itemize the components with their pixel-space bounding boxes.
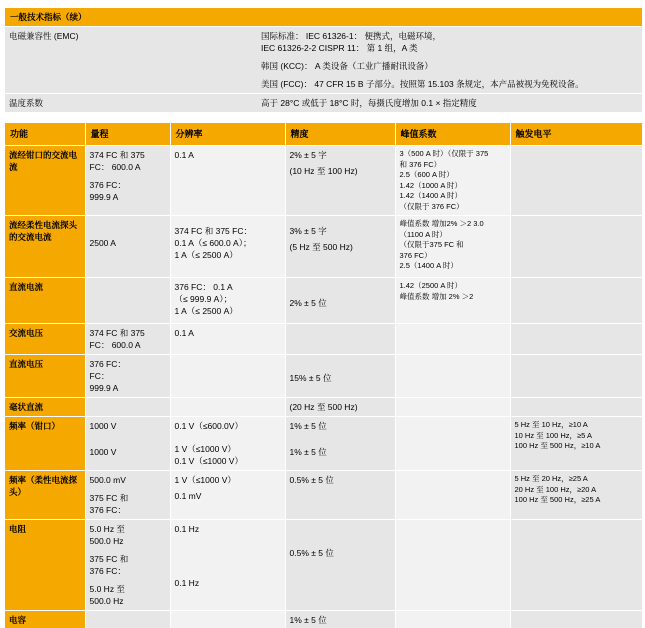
row-crest-factor	[395, 520, 510, 611]
table-row	[5, 278, 642, 324]
row-range	[85, 324, 170, 355]
row-range	[85, 417, 170, 471]
table-row	[5, 216, 642, 278]
table-row	[5, 417, 642, 471]
range-line: FC： 600.0 A	[89, 340, 141, 350]
range-line: 376 FC：	[89, 566, 126, 576]
column-header-crest-factor: 峰值系数	[395, 123, 510, 146]
accuracy-line: 15% ± 5 位	[289, 373, 332, 383]
resolution-line: 0.1 V（≤1000 V）	[174, 456, 243, 466]
trigger-line: 5 Hz 至 20 Hz，≥25 A	[514, 474, 588, 483]
spec-header-row	[5, 123, 642, 146]
row-accuracy	[285, 520, 395, 611]
crest-line: 2.5（600 A 时）	[399, 170, 454, 179]
row-resolution	[170, 146, 285, 216]
row-function-label: 交流电压	[5, 324, 85, 355]
temp-coefficient-label: 温度系数	[5, 94, 257, 113]
trigger-line: 100 Hz 至 500 Hz，≥25 A	[514, 495, 601, 504]
crest-line: （仅限于375 FC 和	[399, 240, 464, 249]
crest-line: 1.42（1400 A 时）	[399, 191, 463, 200]
range-line: 376 FC：	[89, 505, 126, 515]
row-range	[85, 611, 170, 628]
emc-line-3: 美国 (FCC)： 47 CFR 15 B 子部分。按照第 15.103 条规定，本产品被视为免税设备。	[261, 79, 584, 89]
emc-line-0: 国际标准： IEC 61326-1： 便携式，电磁环境，	[261, 31, 441, 41]
row-accuracy	[285, 278, 395, 324]
column-header-trigger-level: 触发电平	[510, 123, 642, 146]
row-crest-factor	[395, 398, 510, 417]
general-specs-title: 一般技术指标（续）	[5, 8, 642, 27]
resolution-line: 0.1 Hz	[174, 524, 200, 534]
resolution-line: 0.1 Hz	[174, 578, 200, 588]
row-function-label: 电阻	[5, 520, 85, 611]
column-header-function: 功能	[5, 123, 85, 146]
range-line: 375 FC 和	[89, 554, 129, 564]
range-line: 2500 A	[89, 238, 116, 248]
range-line: 376 FC：	[89, 359, 126, 369]
row-accuracy	[285, 324, 395, 355]
accuracy-line: 0.5% ± 5 位	[289, 548, 334, 558]
row-function-label: 流经柔性电流探头的交流电流	[5, 216, 85, 278]
trigger-line: 5 Hz 至 10 Hz，≥10 A	[514, 420, 588, 429]
resolution-line: 0.1 A（≤ 600.0 A）；	[174, 238, 252, 248]
row-trigger-level	[510, 520, 642, 611]
row-resolution	[170, 611, 285, 628]
accuracy-line: (10 Hz 至 100 Hz)	[289, 166, 358, 176]
specifications-table	[5, 123, 643, 628]
trigger-line: 100 Hz 至 500 Hz，≥10 A	[514, 441, 601, 450]
resolution-line: 1 A（≤ 2500 A）	[174, 250, 238, 260]
row-resolution	[170, 324, 285, 355]
row-resolution	[170, 216, 285, 278]
accuracy-line: 2% ± 5 字	[289, 150, 327, 160]
crest-line: （1100 A 时）	[399, 229, 447, 239]
resolution-line: 0.1 V（≤600.0V）	[174, 421, 243, 431]
trigger-line: 10 Hz 至 100 Hz，≥5 A	[514, 430, 592, 440]
row-accuracy	[285, 398, 395, 417]
row-trigger-level	[510, 611, 642, 628]
row-resolution	[170, 417, 285, 471]
table-row	[5, 324, 642, 355]
row-trigger-level	[510, 146, 642, 216]
row-crest-factor	[395, 216, 510, 278]
row-resolution	[170, 355, 285, 398]
crest-line: 3（500 A 时）（仅限于 375	[399, 149, 489, 158]
row-range	[85, 278, 170, 324]
crest-line: 376 FC）	[399, 250, 432, 260]
row-resolution	[170, 520, 285, 611]
resolution-line: 0.1 A	[174, 150, 194, 160]
row-accuracy	[285, 355, 395, 398]
accuracy-line: (20 Hz 至 500 Hz)	[289, 402, 358, 412]
row-range	[85, 520, 170, 611]
row-crest-factor	[395, 611, 510, 628]
temp-coefficient-value: 高于 28°C 或低于 18°C 时，每摄氏度增加 0.1 × 指定精度	[257, 94, 642, 113]
table-row	[5, 146, 642, 216]
range-line: 999.9 A	[89, 192, 119, 202]
range-line: 999.9 A	[89, 383, 119, 393]
table-row	[5, 355, 642, 398]
row-range	[85, 216, 170, 278]
row-resolution	[170, 471, 285, 520]
range-line: 500.0 Hz	[89, 596, 124, 606]
accuracy-line: 1% ± 5 位	[289, 447, 327, 457]
range-line: 5.0 Hz 至	[89, 584, 125, 594]
resolution-line: 1 A（≤ 2500 A）	[174, 306, 238, 316]
row-crest-factor	[395, 471, 510, 520]
row-function-label: 直流电流	[5, 278, 85, 324]
crest-line: 2.5（1400 A 时）	[399, 261, 458, 270]
emc-line-2: 韩国 (KCC)： A 类设备（工业广播耐讯设备）	[261, 61, 433, 71]
row-function-label: 直流电压	[5, 355, 85, 398]
range-line: 5.0 Hz 至	[89, 524, 125, 534]
row-trigger-level	[510, 216, 642, 278]
crest-line: （仅限于 376 FC）	[399, 201, 464, 211]
range-line: 374 FC 和 375	[89, 328, 145, 338]
row-resolution	[170, 398, 285, 417]
row-crest-factor	[395, 278, 510, 324]
row-crest-factor	[395, 146, 510, 216]
row-accuracy	[285, 471, 395, 520]
trigger-line: 20 Hz 至 100 Hz，≥20 A	[514, 484, 597, 494]
row-range	[85, 146, 170, 216]
column-header-accuracy: 精度	[285, 123, 395, 146]
row-function-label: 电容	[5, 611, 85, 628]
row-resolution	[170, 278, 285, 324]
row-trigger-level	[510, 355, 642, 398]
table-row	[5, 471, 642, 520]
row-range	[85, 471, 170, 520]
range-line: 500.0 Hz	[89, 536, 124, 546]
range-line: 500.0 mV	[89, 475, 126, 485]
general-specs-band-row	[5, 8, 642, 27]
crest-line: 峰值系数 增加 2% ＞2	[399, 291, 474, 301]
general-specs-table	[5, 8, 642, 113]
accuracy-line: 2% ± 5 位	[289, 298, 327, 308]
resolution-line: 1 V（≤1000 V）	[174, 444, 236, 454]
row-function-label: 流经钳口的交流电流	[5, 146, 85, 216]
row-range	[85, 398, 170, 417]
row-trigger-level	[510, 398, 642, 417]
accuracy-line: 0.5% ± 5 位	[289, 475, 334, 485]
emc-label: 电磁兼容性 (EMC)	[5, 27, 257, 94]
row-accuracy	[285, 611, 395, 628]
row-accuracy	[285, 146, 395, 216]
range-line: 374 FC 和 375	[89, 150, 145, 160]
crest-line: 和 376 FC）	[399, 159, 442, 169]
row-function-label: 频率（柔性电流探头）	[5, 471, 85, 520]
column-header-resolution: 分辨率	[170, 123, 285, 146]
row-crest-factor	[395, 324, 510, 355]
range-line: FC： 600.0 A	[89, 162, 141, 172]
accuracy-line: 3% ± 5 字	[289, 226, 327, 236]
row-accuracy	[285, 216, 395, 278]
resolution-line: 0.1 mV	[174, 491, 202, 501]
row-trigger-level	[510, 324, 642, 355]
table-row	[5, 520, 642, 611]
table-row	[5, 398, 642, 417]
row-accuracy	[285, 417, 395, 471]
range-line: 1000 V	[89, 447, 117, 457]
accuracy-line: 1% ± 5 位	[289, 421, 327, 431]
table-row	[5, 94, 642, 113]
emc-value	[257, 27, 642, 94]
table-row	[5, 611, 642, 628]
crest-line: 1.42（2500 A 时）	[399, 281, 463, 290]
range-line: 375 FC 和	[89, 493, 129, 503]
column-header-range: 量程	[85, 123, 170, 146]
resolution-line: （≤ 999.9 A）；	[174, 294, 233, 304]
emc-line-1: IEC 61326-2-2 CISPR 11： 第 1 组，A 类	[261, 43, 418, 53]
accuracy-line: (5 Hz 至 500 Hz)	[289, 242, 353, 252]
range-line: 376 FC：	[89, 180, 126, 190]
row-range	[85, 355, 170, 398]
crest-line: 1.42（1000 A 时）	[399, 180, 463, 190]
row-trigger-level	[510, 471, 642, 520]
range-line: 1000 V	[89, 421, 117, 431]
resolution-line: 374 FC 和 375 FC：	[174, 226, 252, 236]
row-trigger-level	[510, 278, 642, 324]
table-row	[5, 27, 642, 94]
row-function-label: 毫状直流	[5, 398, 85, 417]
resolution-line: 0.1 A	[174, 328, 194, 338]
row-crest-factor	[395, 355, 510, 398]
accuracy-line: 1% ± 5 位	[289, 615, 327, 625]
crest-line: 峰值系数 增加2% ＞2 3.0	[399, 219, 484, 228]
range-line: FC：	[89, 371, 110, 381]
row-function-label: 频率（钳口）	[5, 417, 85, 471]
resolution-line: 376 FC： 0.1 A	[174, 282, 233, 292]
row-trigger-level	[510, 417, 642, 471]
row-crest-factor	[395, 417, 510, 471]
resolution-line: 1 V（≤1000 V）	[174, 475, 236, 485]
